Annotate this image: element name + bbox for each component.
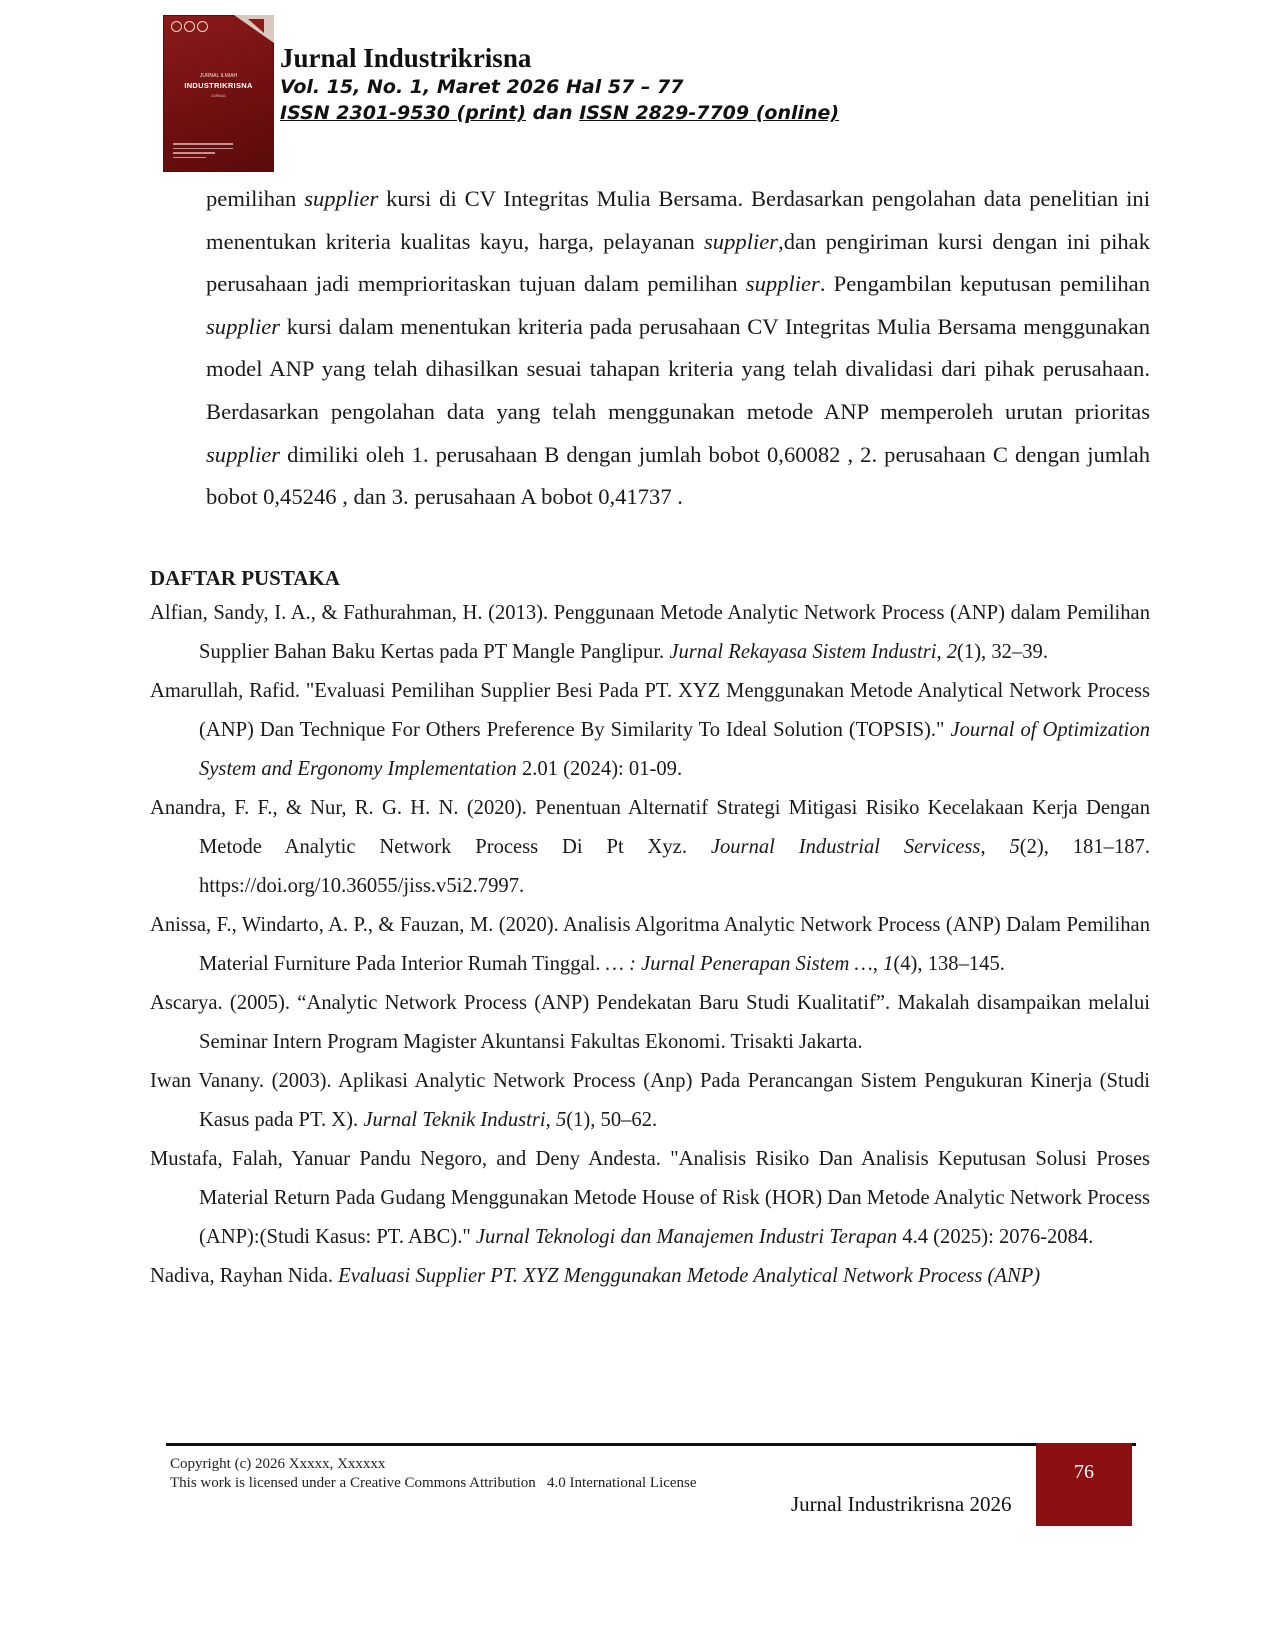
issn-print: ISSN 2301-9530 (print)	[280, 102, 526, 125]
reference-run: 1	[883, 953, 894, 975]
reference-run: (2), 181–187. https://doi.org/10.36055/jiss.v5i2.7997.	[199, 836, 1150, 897]
paragraph-run: dimiliki oleh 1. perusahaan B dengan jumlah bobot 0,60082 , 2. perusahaan C dengan jumlah bobot 0,45246 , dan 3. perusahaan A bobot 0,41737 .	[206, 441, 1150, 510]
conclusion-paragraph	[206, 178, 1150, 519]
cover-line-1: JURNAL ILMIAH	[199, 73, 238, 79]
paragraph-run: supplier	[206, 313, 281, 339]
footer-rule	[166, 1443, 1136, 1446]
journal-title: Jurnal Industrikrisna	[280, 43, 532, 73]
reference-run: Amarullah, Rafid. "Evaluasi Pemilihan Supplier Besi Pada PT. XYZ Menggunakan Metode Analytical Network Process (ANP) Dan Technique For Others Preference By Similarity To Ideal Solution (TOPSIS)."	[150, 680, 1150, 741]
paragraph-run: ,dan pengiriman kursi dengan ini pihak perusahaan jadi memprioritaskan tujuan dalam pemilihan	[206, 228, 1150, 297]
paragraph-run: supplier	[745, 271, 820, 297]
footer-journal-year: Jurnal Industrikrisna 2026	[791, 1492, 1012, 1516]
reference-run: Jurnal Teknik Industri	[363, 1109, 546, 1131]
paragraph-run: pemilihan	[206, 186, 305, 211]
reference-run: ,	[545, 1109, 556, 1131]
reference-run: Ascarya. (2005). “Analytic Network Process (ANP) Pendekatan Baru Studi Kualitatif”. Makalah disampaikan melalui Seminar Intern Program Magister Akuntansi Fakultas Ekonomi. Trisakti Jakarta.	[150, 992, 1150, 1053]
reference-run: Anandra, F. F., & Nur, R. G. H. N. (2020). Penentuan Alternatif Strategi Mitigasi Risiko Kecelakaan Kerja Dengan Metode Analytic Network Process Di Pt Xyz.	[150, 797, 1150, 858]
reference-run: Mustafa, Falah, Yanuar Pandu Negoro, and Deny Andesta. "Analisis Risiko Dan Analisis Keputusan Solusi Proses Material Return Pada Gudang Menggunakan Metode House of Risk (HOR) Dan Metode Analytic Network Process (ANP):(Studi Kasus: PT. ABC)."	[150, 1148, 1150, 1248]
footer-notice	[170, 1455, 697, 1493]
page-number-box	[1036, 1443, 1132, 1526]
issn-online: ISSN 2829-7709 (online)	[579, 102, 840, 125]
reference-run: Jurnal Rekayasa Sistem Industri	[669, 641, 937, 663]
issn-separator: dan	[526, 102, 580, 125]
institution-logos	[171, 21, 208, 32]
reference-run: ,	[936, 641, 947, 663]
reference-run: ,	[980, 836, 1010, 858]
paragraph-run: supplier	[206, 441, 281, 467]
reference-entry	[150, 906, 1150, 984]
reference-run: 4.4 (2025): 2076-2084.	[897, 1226, 1094, 1248]
reference-run: … : Jurnal Penerapan Sistem …	[605, 953, 873, 975]
reference-entry	[150, 594, 1150, 672]
copyright-text: Copyright (c) 2026 Xxxxx, Xxxxxx	[170, 1456, 386, 1472]
cover-line-2: INDUSTRIKRISNA	[184, 81, 253, 90]
reference-run: (1), 50–62.	[566, 1109, 658, 1131]
paragraph-run: kursi dalam menentukan kriteria pada perusahaan CV Integritas Mulia Bersama menggunakan model ANP yang telah dihasilkan sesuai tahapan kriteria yang telah divalidasi dari pihak perusahaan. Berdasarkan pengolahan data yang telah menggunakan metode ANP memperoleh urutan prioritas	[206, 313, 1150, 424]
reference-run: Nadiva, Rayhan Nida.	[150, 1265, 339, 1287]
reference-entry	[150, 1257, 1150, 1296]
reference-run: Alfian, Sandy, I. A., & Fathurahman, H. (2013). Penggunaan Metode Analytic Network Process (ANP) dalam Pemilihan Supplier Bahan Baku Kertas pada PT Mangle Panglipur.	[150, 602, 1150, 663]
reference-run: ,	[872, 953, 884, 975]
reference-run: Journal Industrial Servicess	[710, 836, 981, 858]
paragraph-run: . Pengambilan keputusan pemilihan	[819, 271, 1150, 297]
reference-run: (1), 32–39.	[957, 641, 1048, 663]
references-heading: DAFTAR PUSTAKA	[150, 566, 340, 590]
reference-run: 2.01 (2024): 01-09.	[516, 758, 683, 780]
reference-run: Iwan Vanany. (2003). Aplikasi Analytic Network Process (Anp) Pada Perancangan Sistem Pengukuran Kinerja (Studi Kasus pada PT. X).	[150, 1070, 1150, 1131]
paragraph-run: supplier	[704, 228, 779, 254]
paragraph-run: supplier	[304, 186, 379, 211]
reference-run: Evaluasi Supplier PT. XYZ Menggunakan Metode Analytical Network Process (ANP)	[338, 1265, 1041, 1287]
cover-line-3: JURNAL	[210, 93, 227, 98]
license-text: This work is licensed under a Creative Commons Attribution 4.0 International License	[170, 1475, 697, 1491]
reference-run: (4), 138–145.	[893, 953, 1005, 975]
issn-line	[280, 100, 839, 127]
reference-run: 5	[1009, 836, 1020, 858]
reference-entry	[150, 672, 1150, 789]
reference-entry	[150, 1140, 1150, 1257]
reference-run: Jurnal Teknologi dan Manajemen Industri Terapan	[475, 1226, 898, 1248]
journal-cover-thumbnail	[163, 15, 274, 172]
reference-list	[150, 594, 1150, 1296]
reference-entry	[150, 789, 1150, 906]
page-number: 76	[1074, 1461, 1094, 1483]
reference-run: 2	[946, 641, 958, 663]
paragraph-run: kursi di CV Integritas Mulia Bersama. Berdasarkan pengolahan data penelitian ini menentukan kriteria kualitas kayu, harga, pelayanan	[206, 186, 1150, 254]
reference-run: 5	[555, 1109, 567, 1131]
reference-entry	[150, 1062, 1150, 1140]
volume-line: Vol. 15, No. 1, Maret 2026 Hal 57 – 77	[280, 75, 684, 98]
reference-entry	[150, 984, 1150, 1062]
journal-header	[280, 44, 839, 127]
reference-run: Journal of Optimization System and Ergonomy Implementation	[199, 719, 1151, 780]
reference-run: Anissa, F., Windarto, A. P., & Fauzan, M. (2020). Analisis Algoritma Analytic Network Process (ANP) Dalam Pemilihan Material Furniture Pada Interior Rumah Tinggal.	[150, 914, 1150, 975]
